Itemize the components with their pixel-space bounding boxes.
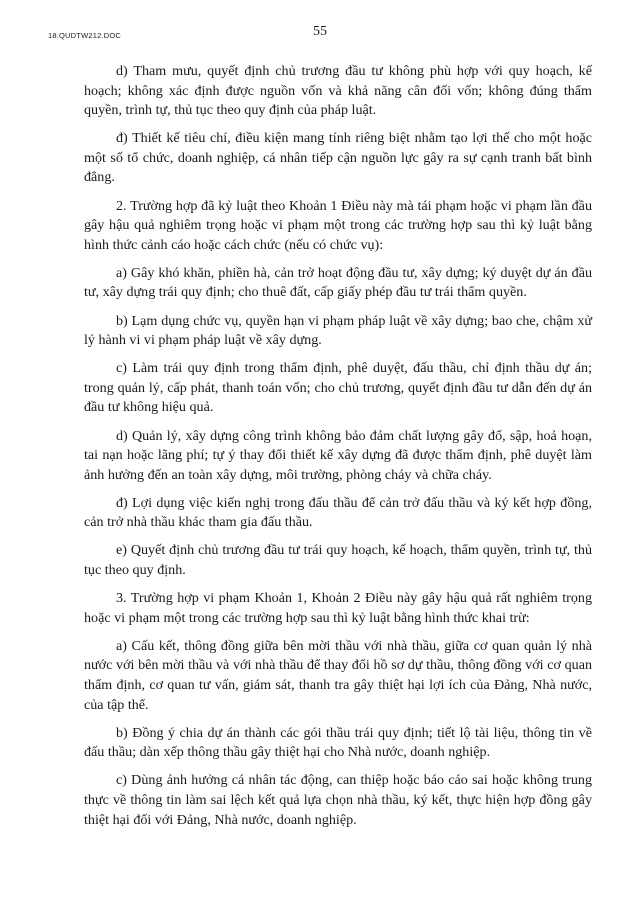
clause-2: 2. Trường hợp đã kỷ luật theo Khoản 1 Điều này mà tái phạm hoặc vi phạm lần đầu gây hậu quả nghiêm trọng hoặc vi phạm một trong các trường hợp sau thì kỷ luật bằng hình thức cảnh cáo hoặc cách chức (nếu có chức vụ): xyxy=(84,197,592,253)
paragraph-3b: b) Đồng ý chia dự án thành các gói thầu trái quy định; tiết lộ tài liệu, thông tin về đấu thầu; dàn xếp thông thầu gây thiệt hại cho Nhà nước, doanh nghiệp. xyxy=(84,724,592,761)
paragraph-2dd: đ) Lợi dụng việc kiến nghị trong đấu thầu để cản trở đấu thầu và ký kết hợp đồng, cản trở nhà thầu khác tham gia đấu thầu. xyxy=(84,494,592,531)
document-body xyxy=(84,62,592,839)
paragraph-2a: a) Gây khó khăn, phiền hà, cản trở hoạt động đầu tư, xây dựng; ký duyệt dự án đầu tư, xây dựng trái quy định; cho thuê đất, cấp giấy phép đầu tư trái thẩm quyền. xyxy=(84,264,592,301)
paragraph-3a: a) Cấu kết, thông đồng giữa bên mời thầu với nhà thầu, giữa cơ quan quản lý nhà nước với bên mời thầu và với nhà thầu để thay đổi hồ sơ dự thầu, thông đồng với cơ quan thẩm định, cơ quan tư vấn, giám sát, thanh tra gây thiệt hại lợi ích của Đảng, Nhà nước, của tập thể. xyxy=(84,637,592,713)
paragraph-1d: d) Tham mưu, quyết định chủ trương đầu tư không phù hợp với quy hoạch, kế hoạch; không xác định được nguồn vốn và khả năng cân đối vốn; không đúng thẩm quyền, trình tự, thủ tục theo quy định của pháp luật. xyxy=(84,63,592,119)
page-number: 55 xyxy=(313,24,327,39)
paragraph-3c: c) Dùng ảnh hưởng cá nhân tác động, can thiệp hoặc báo cáo sai hoặc không trung thực về thông tin làm sai lệch kết quả lựa chọn nhà thầu, ký kết, thực hiện hợp đồng gây thiệt hại đối với Đảng, Nhà nước, doanh nghiệp. xyxy=(84,772,592,828)
file-reference: 18.QUDTW212.DOC xyxy=(48,31,122,40)
paragraph-2e: e) Quyết định chủ trương đầu tư trái quy hoạch, kế hoạch, thẩm quyền, trình tự, thủ tục theo quy định. xyxy=(84,542,592,579)
clause-3: 3. Trường hợp vi phạm Khoản 1, Khoản 2 Điều này gây hậu quả rất nghiêm trọng hoặc vi phạm một trong các trường hợp sau thì kỷ luật bằng hình thức khai trừ: xyxy=(84,590,592,626)
paragraph-2c: c) Làm trái quy định trong thẩm định, phê duyệt, đấu thầu, chỉ định thầu dự án; trong quản lý, cấp phát, thanh toán vốn; cho chủ trương, quyết định đầu tư dẫn đến dự án đầu tư không hiệu quả. xyxy=(84,360,592,416)
paragraph-2b: b) Lạm dụng chức vụ, quyền hạn vi phạm pháp luật về xây dựng; bao che, chậm xử lý hành vi vi phạm pháp luật về xây dựng. xyxy=(84,312,592,349)
paragraph-1dd: đ) Thiết kế tiêu chí, điều kiện mang tính riêng biệt nhằm tạo lợi thế cho một hoặc một số tổ chức, doanh nghiệp, cá nhân tiếp cận nguồn lực gây ra sự cạnh tranh bất bình đẳng. xyxy=(84,130,592,186)
paragraph-2d: d) Quản lý, xây dựng công trình không bảo đảm chất lượng gây đổ, sập, hoả hoạn, tai nạn hoặc lãng phí; tự ý thay đổi thiết kế xây dựng đã được thẩm định, phê duyệt làm ảnh hưởng đến an toàn xây dựng, môi trường, phòng cháy và chữa cháy. xyxy=(84,427,592,483)
